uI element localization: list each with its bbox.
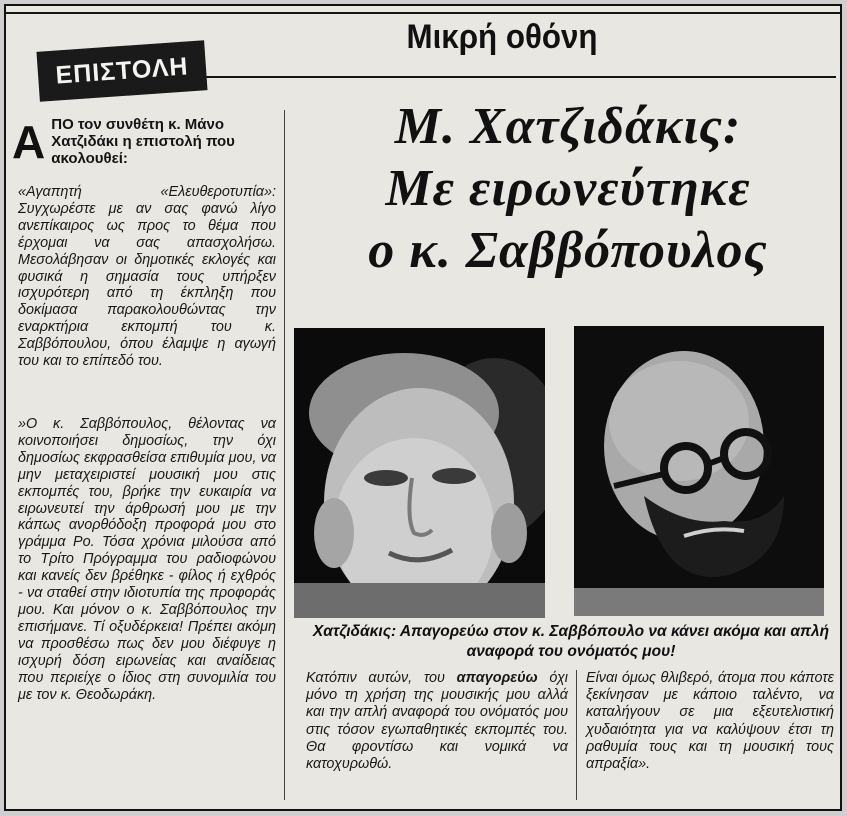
body-paragraph-3-end: όχι μόνο τη χρήση της μουσικής μου αλλά και την απλή αναφορά του ονόματός μου στις τόσον εγωπαθητικές εκπομπές του. Θα φροντίσω και νομικά να κατοχυρωθώ. [306,670,568,773]
body-paragraph-2: »Ο κ. Σαββόπουλος, θέλοντας να κοινοποιήσει δημοσίως, την όχι δημοσίως εκφρασθείσα επιθυμία μου, να μην μεταχειριστεί μουσική μου στις εκπομπές του, βρήκε την ευκαιρία να ειρωνευτεί την άρθρωσή μου με την κάπως ανορθόδοξη προφορά μου στο γράμμα Ρο. Τόσα χρόνια μιλούσα από το Τρίτο Πρόγραμμα του ραδιοφώνου και κανείς δεν βρέθηκε - φίλος ή εχθρός - να σταθεί στην ιδιοτυπία της προφοράς μου. Και μόνον ο κ. Σαββόπουλος την επισήμανε. Τί οξυδέρκεια! Πρέπει ακόμη να προσθέσω πως δεν μου διέφυγε η ισχυρή δόση ειρωνείας και αναίδειας που περιείχε ο ίδιος στη συνομιλία του με τον κ. Θεοδωράκη. [18,416,276,703]
photo-hatzidakis [294,328,545,618]
photo-caption: Χατζιδάκις: Απαγορεύω στον κ. Σαββόπουλο να κάνει ακόμα και απλή αναφορά του ονόματός μου! [312,623,830,660]
body-paragraph-1: «Αγαπητή «Ελευθεροτυπία»: Συγχωρέστε με αν σας φανώ λίγο ανεπίκαιρος ως προς το θέμα που έρχομαι να σας απασχολήσω. Μεσολάβησαν οι δημοτικές εκλογές και φυσικά η σημασία τους υπήρξεν ισχυρότερη από τη έκπληξη που δοκίμασα παρακολουθώντας την εναρκτήρια εκπομπή του κ. Σαββόπουλου, όπου έλαμψε η αγωγή του και το επίπεδό του. [18,184,276,370]
headline-line-1: Μ. Χατζιδάκις: [394,98,742,155]
kicker-label: ΕΠΙΣΤΟΛΗ [36,40,207,102]
bottom-column-divider [576,670,577,800]
lead-paragraph [12,116,274,167]
portrait-hatzidakis-icon [294,328,545,618]
body-paragraph-3 [306,670,568,773]
headline-line-3: ο κ. Σαββόπουλος [368,222,768,279]
lead-text: ΠΟ τον συνθέτη κ. Μάνο Χατζιδάκι η επιστολή που ακολουθεί: [51,116,235,167]
body-paragraph-4: Είναι όμως θλιβερό, άτομα που κάποτε ξεκίνησαν με κάποιο ταλέντο, να καταλήγουν σε μια εξευτελιστική χυδαιότητα για να καλύψουν έτσι τη ραθυμία τους και τη μουσική τους απραξία». [586,670,834,773]
section-title: Μικρή οθόνη [406,18,598,56]
newspaper-clipping [4,4,842,811]
headline-line-2: Με ειρωνεύτηκε [385,160,751,217]
column-divider [284,110,285,800]
header-rule [206,76,836,78]
body-paragraph-3-start: Κατόπιν αυτών, του [306,670,457,686]
drop-cap: Α [12,116,46,168]
headline [298,96,838,282]
photo-savvopoulos [574,326,824,616]
portrait-savvopoulos-icon [574,326,824,616]
emphasis-ban: απαγορεύω [456,670,538,686]
